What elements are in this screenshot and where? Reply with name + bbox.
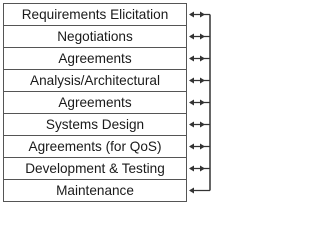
phase-maintenance: Maintenance	[3, 179, 187, 202]
arrow-7	[189, 144, 210, 150]
arrowhead-right	[200, 78, 205, 84]
phase-requirements-elicitation: Requirements Elicitation	[3, 3, 187, 26]
phase-agreements-2: Agreements	[3, 91, 187, 114]
arrowhead-left	[189, 78, 194, 84]
arrowhead-left	[189, 144, 194, 150]
arrowhead-left	[189, 166, 194, 172]
phase-agreements-qos: Agreements (for QoS)	[3, 135, 187, 158]
phase-negotiations: Negotiations	[3, 25, 187, 48]
arrowhead-left	[189, 122, 194, 128]
arrow-8	[189, 166, 210, 172]
arrowhead-right	[200, 144, 205, 150]
arrowhead-right	[200, 122, 205, 128]
phase-development-testing: Development & Testing	[3, 157, 187, 180]
arrow-9	[189, 188, 210, 194]
arrowhead-left	[189, 12, 194, 18]
arrow-6	[189, 122, 210, 128]
phase-systems-design: Systems Design	[3, 113, 187, 136]
arrowhead-left	[189, 188, 194, 194]
arrowhead-left	[189, 56, 194, 62]
arrowhead-right	[200, 56, 205, 62]
arrowhead-right	[200, 166, 205, 172]
arrow-5	[189, 100, 210, 106]
arrowhead-right	[200, 34, 205, 40]
arrow-1	[189, 12, 210, 18]
feedback-arrows	[189, 12, 210, 194]
arrowhead-right	[200, 12, 205, 18]
arrowhead-left	[189, 100, 194, 106]
arrowhead-right	[200, 100, 205, 106]
arrow-3	[189, 56, 210, 62]
phase-agreements-1: Agreements	[3, 47, 187, 70]
arrow-4	[189, 78, 210, 84]
arrow-2	[189, 34, 210, 40]
phase-analysis-architectural: Analysis/Architectural	[3, 69, 187, 92]
arrowhead-left	[189, 34, 194, 40]
